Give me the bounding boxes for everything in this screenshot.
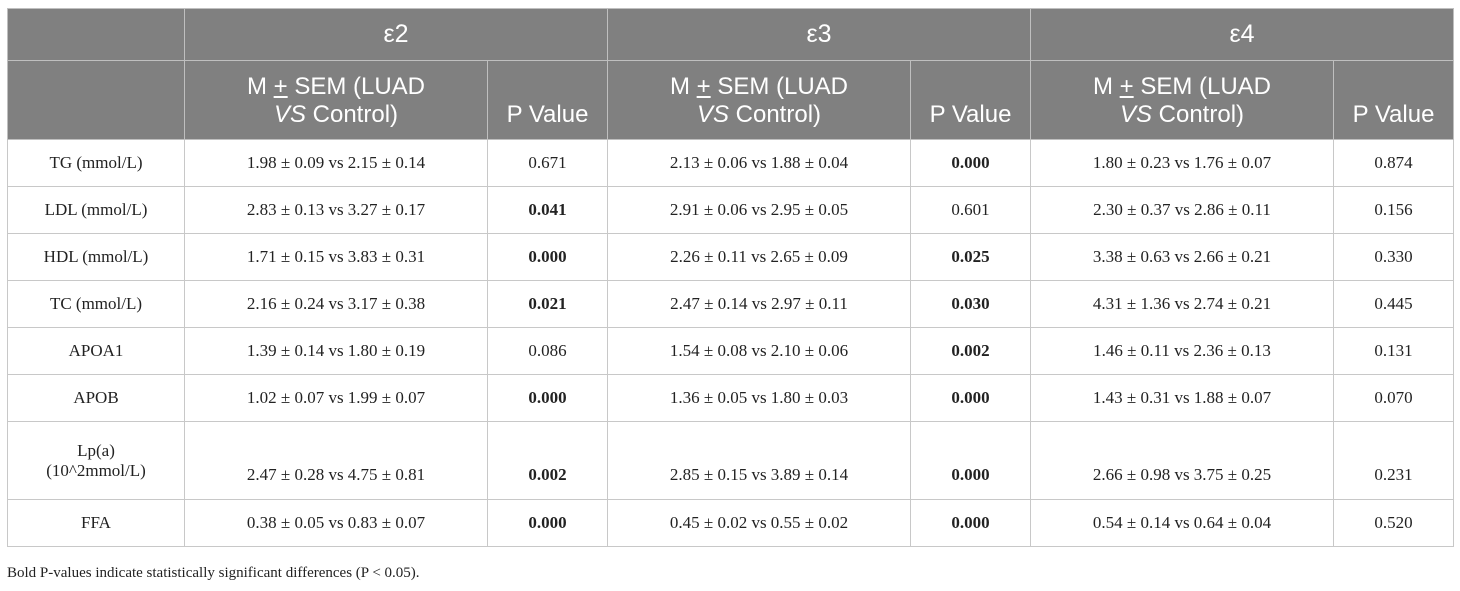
value-e2: 1.71 ± 0.15 vs 3.83 ± 0.31 xyxy=(185,234,488,281)
pvalue-e3: 0.030 xyxy=(911,281,1031,328)
pvalue-header-e2: P Value xyxy=(488,61,608,140)
value-e4: 2.66 ± 0.98 vs 3.75 ± 0.25 xyxy=(1031,422,1334,500)
lipid-comparison-table xyxy=(7,8,1454,547)
value-e3: 2.91 ± 0.06 vs 2.95 ± 0.05 xyxy=(608,187,911,234)
table-footnote: Bold P-values indicate statistically significant differences (P < 0.05). xyxy=(7,565,420,581)
pvalue-e4: 0.131 xyxy=(1334,328,1454,375)
value-e2: 1.02 ± 0.07 vs 1.99 ± 0.07 xyxy=(185,375,488,422)
row-label: APOB xyxy=(8,375,185,422)
corner-header-lower xyxy=(8,61,185,140)
pvalue-header-e3: P Value xyxy=(911,61,1031,140)
value-e3: 1.54 ± 0.08 vs 2.10 ± 0.06 xyxy=(608,328,911,375)
row-label: LDL (mmol/L) xyxy=(8,187,185,234)
table-row-tg xyxy=(8,140,1454,187)
row-label: APOA1 xyxy=(8,328,185,375)
value-e4: 4.31 ± 1.36 vs 2.74 ± 0.21 xyxy=(1031,281,1334,328)
pvalue-e4: 0.070 xyxy=(1334,375,1454,422)
row-label xyxy=(8,422,185,500)
pvalue-header-e4: P Value xyxy=(1334,61,1454,140)
pvalue-e2: 0.021 xyxy=(488,281,608,328)
pvalue-e4: 0.520 xyxy=(1334,500,1454,547)
pvalue-e4: 0.231 xyxy=(1334,422,1454,500)
table-row-apob xyxy=(8,375,1454,422)
mean-sem-header-e2: M + SEM (LUAD VS Control) xyxy=(185,61,488,140)
table-row-tc xyxy=(8,281,1454,328)
value-e2: 2.47 ± 0.28 vs 4.75 ± 0.81 xyxy=(185,422,488,500)
group-header-row xyxy=(8,9,1454,61)
value-e4: 1.80 ± 0.23 vs 1.76 ± 0.07 xyxy=(1031,140,1334,187)
group-header-e3: ε3 xyxy=(608,9,1031,61)
value-e3: 2.47 ± 0.14 vs 2.97 ± 0.11 xyxy=(608,281,911,328)
pvalue-e3: 0.000 xyxy=(911,422,1031,500)
value-e4: 1.46 ± 0.11 vs 2.36 ± 0.13 xyxy=(1031,328,1334,375)
value-e3: 2.13 ± 0.06 vs 1.88 ± 0.04 xyxy=(608,140,911,187)
value-e2: 2.16 ± 0.24 vs 3.17 ± 0.38 xyxy=(185,281,488,328)
row-label: TG (mmol/L) xyxy=(8,140,185,187)
value-e3: 1.36 ± 0.05 vs 1.80 ± 0.03 xyxy=(608,375,911,422)
pvalue-e2: 0.041 xyxy=(488,187,608,234)
table-row-lpa xyxy=(8,422,1454,500)
pvalue-e4: 0.445 xyxy=(1334,281,1454,328)
value-e2: 0.38 ± 0.05 vs 0.83 ± 0.07 xyxy=(185,500,488,547)
lipid-table-container xyxy=(7,8,1453,547)
pvalue-e2: 0.086 xyxy=(488,328,608,375)
row-label-line2: (10^2mmol/L) xyxy=(46,460,146,480)
mean-sem-header-e3: M + SEM (LUAD VS Control) xyxy=(608,61,911,140)
row-label: TC (mmol/L) xyxy=(8,281,185,328)
table-row-hdl xyxy=(8,234,1454,281)
value-e2: 2.83 ± 0.13 vs 3.27 ± 0.17 xyxy=(185,187,488,234)
mean-sem-header-e4: M + SEM (LUAD VS Control) xyxy=(1031,61,1334,140)
pvalue-e2: 0.671 xyxy=(488,140,608,187)
value-e4: 0.54 ± 0.14 vs 0.64 ± 0.04 xyxy=(1031,500,1334,547)
value-e4: 2.30 ± 0.37 vs 2.86 ± 0.11 xyxy=(1031,187,1334,234)
table-row-ffa xyxy=(8,500,1454,547)
value-e3: 0.45 ± 0.02 vs 0.55 ± 0.02 xyxy=(608,500,911,547)
column-header-row xyxy=(8,61,1454,140)
row-label-line1: Lp(a) xyxy=(77,440,115,460)
pvalue-e2: 0.000 xyxy=(488,375,608,422)
row-label: HDL (mmol/L) xyxy=(8,234,185,281)
pvalue-e4: 0.156 xyxy=(1334,187,1454,234)
pvalue-e3: 0.000 xyxy=(911,140,1031,187)
corner-header xyxy=(8,9,185,61)
pvalue-e4: 0.330 xyxy=(1334,234,1454,281)
value-e3: 2.26 ± 0.11 vs 2.65 ± 0.09 xyxy=(608,234,911,281)
group-header-e2: ε2 xyxy=(185,9,608,61)
table-row-apoa1 xyxy=(8,328,1454,375)
pvalue-e3: 0.002 xyxy=(911,328,1031,375)
group-header-e4: ε4 xyxy=(1031,9,1454,61)
row-label: FFA xyxy=(8,500,185,547)
pvalue-e3: 0.000 xyxy=(911,375,1031,422)
value-e4: 1.43 ± 0.31 vs 1.88 ± 0.07 xyxy=(1031,375,1334,422)
pvalue-e3: 0.025 xyxy=(911,234,1031,281)
pvalue-e3: 0.000 xyxy=(911,500,1031,547)
value-e2: 1.98 ± 0.09 vs 2.15 ± 0.14 xyxy=(185,140,488,187)
pvalue-e3: 0.601 xyxy=(911,187,1031,234)
pvalue-e2: 0.000 xyxy=(488,234,608,281)
table-row-ldl xyxy=(8,187,1454,234)
pvalue-e2: 0.002 xyxy=(488,422,608,500)
pvalue-e2: 0.000 xyxy=(488,500,608,547)
pvalue-e4: 0.874 xyxy=(1334,140,1454,187)
value-e3: 2.85 ± 0.15 vs 3.89 ± 0.14 xyxy=(608,422,911,500)
value-e2: 1.39 ± 0.14 vs 1.80 ± 0.19 xyxy=(185,328,488,375)
value-e4: 3.38 ± 0.63 vs 2.66 ± 0.21 xyxy=(1031,234,1334,281)
